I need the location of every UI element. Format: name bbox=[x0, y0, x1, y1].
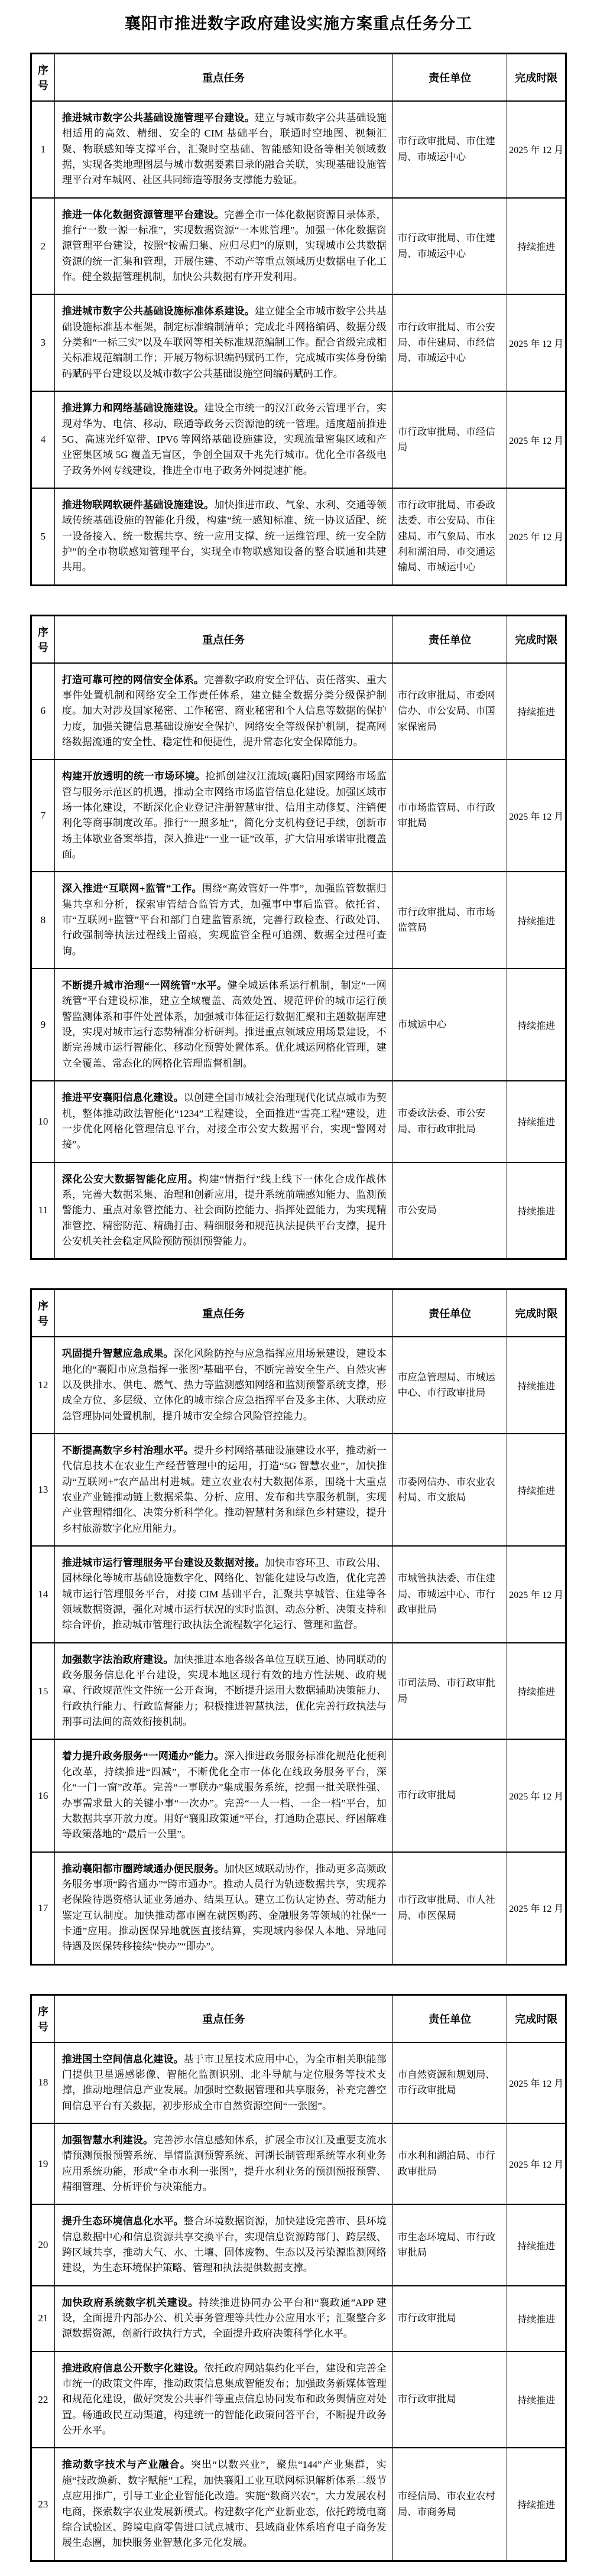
task-text: 推进政府信息公开数字化建设。依托政府网站集约化平台，建设和完善全市统一的政策文件库，推动政策信息集成智能发布；加强政务新媒体管理和规范化建设，做好突发公共事件等重点信息协同发布和政务舆情应对处置。畅通政民互动渠道，构建统一的智能化政策问答平台，不断提升政务公开水平。 bbox=[54, 2351, 392, 2448]
completion-deadline: 2025 年 12 月 bbox=[507, 2123, 566, 2204]
table-row bbox=[31, 1852, 566, 1965]
completion-deadline: 持续推进 bbox=[507, 198, 566, 295]
col-header-deadline: 完成时限 bbox=[507, 1994, 566, 2042]
task-text: 推进一体化数据资源管理平台建设。完善全市一体化数据资源目录体系，推行“一数一源一标准”，实现数据资源“一本账管理”。加强一体化数据资源管理平台建设，按照“按需归集、应归尽归”的原则，实现城市公共数据资源的统一汇集和管理，开展住建、不动产等重点领域历史数据电子化工作。健全数据管理机制，加快公共数据有序开发利用。 bbox=[54, 198, 392, 295]
task-table-4 bbox=[30, 1994, 567, 2562]
col-header-unit: 责任单位 bbox=[392, 1994, 507, 2042]
row-number: 4 bbox=[31, 391, 55, 488]
completion-deadline: 持续推进 bbox=[507, 2448, 566, 2561]
col-header-unit: 责任单位 bbox=[392, 1289, 507, 1337]
task-table-2 bbox=[30, 615, 567, 1261]
row-number: 23 bbox=[31, 2448, 55, 2561]
responsible-unit: 市自然资源和规划局、市行政审批局 bbox=[392, 2042, 507, 2123]
responsible-unit: 市行政审批局、市住建局、市城运中心 bbox=[392, 198, 507, 295]
table-row bbox=[31, 198, 566, 295]
task-text: 着力提升政务服务“一网通办”能力。深入推进政务服务标准化规范化便利化改革，持续推进“四减”，不断优化全市一体化在线政务服务平台，深化“一门一窗”改革。完善“一事联办”集成服务系统，挖掘一批关联性强、办事需求量大的关键小事“一次办”。完善“一人一档、一企一档”平台，加大数据共享开放力度。用好“襄阳政策通”平台，打通助企惠民、纾困解难等政策落地的“最后一公里”。 bbox=[54, 1739, 392, 1851]
completion-deadline: 2025 年 12 月 bbox=[507, 488, 566, 585]
col-header-index: 序号 bbox=[31, 1289, 55, 1337]
task-text: 加强数字法治政府建设。加快推进本地各级各单位互联互通、协同联动的政务服务信息化平台建设，实现本地区现行有效的地方性法规、政府规章、行政规范性文件统一公开查询，不断提升运用大数据辅助决策能力、行政执行能力、行政监督能力；积极推进智慧执法，优化完善行政执法与刑事司法间的高效衔接机制。 bbox=[54, 1643, 392, 1740]
row-number: 3 bbox=[31, 294, 55, 391]
col-header-task: 重点任务 bbox=[54, 615, 392, 663]
completion-deadline: 2025 年 12 月 bbox=[507, 759, 566, 872]
task-text: 提升生态环境信息化水平。整合环境数据资源，加快建设完善市、县环境信息数据中心和信息资源共享交换平台，实现信息资源跨部门、跨层级、跨区域共享，推动大气、水、土壤、固体废物、生态以及污染源监测网络建设，为生态环境保护策略、管理和执法提供数据支撑。 bbox=[54, 2204, 392, 2285]
responsible-unit: 市行政审批局 bbox=[392, 2351, 507, 2448]
completion-deadline: 2025 年 12 月 bbox=[507, 1546, 566, 1643]
table-row bbox=[31, 1162, 566, 1259]
completion-deadline: 持续推进 bbox=[507, 663, 566, 760]
table-row bbox=[31, 1739, 566, 1851]
completion-deadline: 2025 年 12 月 bbox=[507, 391, 566, 488]
responsible-unit: 市委网信办、市农业农村局、市文旅局 bbox=[392, 1434, 507, 1546]
col-header-unit: 责任单位 bbox=[392, 615, 507, 663]
completion-deadline: 2025 年 12 月 bbox=[507, 294, 566, 391]
responsible-unit: 市行政审批局 bbox=[392, 1739, 507, 1851]
task-text: 推进城市数字公共基础设施管理平台建设。建立与城市数字公共基础设施相适用的高效、精细、安全的 CIM 基础平台，联通时空地图、视频汇聚、物联感知等支撑平台，汇聚时空基础、智能感知设备等相关领域数据，实现各类地理图层与城市数据要素目录的融合关联，实现基础设施管理平台对车城网、社区共同缔造等服务支撑能力验证。 bbox=[54, 101, 392, 198]
row-number: 17 bbox=[31, 1852, 55, 1965]
table-row bbox=[31, 2286, 566, 2351]
responsible-unit: 市行政审批局、市人社局、市医保局 bbox=[392, 1852, 507, 1965]
col-header-task: 重点任务 bbox=[54, 1994, 392, 2042]
completion-deadline: 持续推进 bbox=[507, 872, 566, 969]
task-text: 深入推进“互联网+监管”工作。围绕“高效管好一件事”，加强监管数据归集共享和分析，探索审管结合监管方式，加强事中事后监管。依托省、市“互联网+监管”平台和部门自建监管系统，完善行政检查、行政处罚、行政强制等执法过程线上留痕，实现监管全程可追溯、数据全过程可查询。 bbox=[54, 872, 392, 969]
table-row bbox=[31, 2351, 566, 2448]
row-number: 18 bbox=[31, 2042, 55, 2123]
responsible-unit: 市行政审批局、市委网信办、市公安局、市国家保密局 bbox=[392, 663, 507, 760]
table-row bbox=[31, 969, 566, 1081]
completion-deadline: 持续推进 bbox=[507, 1434, 566, 1546]
table-row bbox=[31, 663, 566, 760]
row-number: 10 bbox=[31, 1081, 55, 1162]
header-row bbox=[31, 1289, 566, 1337]
row-number: 14 bbox=[31, 1546, 55, 1643]
table-row bbox=[31, 1643, 566, 1740]
completion-deadline: 2025 年 12 月 bbox=[507, 2042, 566, 2123]
table-row bbox=[31, 488, 566, 585]
row-number: 16 bbox=[31, 1739, 55, 1851]
responsible-unit: 市水利和湖泊局、市行政审批局 bbox=[392, 2123, 507, 2204]
responsible-unit: 市行政审批局、市住建局、市城运中心 bbox=[392, 101, 507, 198]
page-title: 襄阳市推进数字政府建设实施方案重点任务分工 bbox=[125, 15, 472, 33]
responsible-unit: 市委政法委、市公安局、市行政审批局 bbox=[392, 1081, 507, 1162]
completion-deadline: 持续推进 bbox=[507, 2286, 566, 2351]
table-row bbox=[31, 391, 566, 488]
table-row bbox=[31, 2448, 566, 2561]
col-header-index: 序号 bbox=[31, 615, 55, 663]
row-number: 13 bbox=[31, 1434, 55, 1546]
task-text: 加强智慧水利建设。完善涉水信息感知体系，扩展全市汉江及重要支流水情预测预报预警系统、旱情监测预警系统、河湖长制管理系统等水利业务应用系统功能，形成“全市水利一张图”，提升水利业务的预测预报预警、精细管理、分析评价与决策能力。 bbox=[54, 2123, 392, 2204]
completion-deadline: 持续推进 bbox=[507, 969, 566, 1081]
table-row bbox=[31, 1081, 566, 1162]
table-row bbox=[31, 1546, 566, 1643]
responsible-unit: 市行政审批局、市委政法委、市公安局、市住建局、市气象局、市水利和湖泊局、市交通运输局、市城运中心 bbox=[392, 488, 507, 585]
responsible-unit: 市公安局 bbox=[392, 1162, 507, 1259]
row-number: 5 bbox=[31, 488, 55, 585]
task-text: 加快政府系统数字机关建设。持续推进协同办公平台和“襄政通”APP 建设，全面提升内部办公、机关事务管理等共性办公应用水平；汇聚整合多源数据资源，创新行政执行方式，全面提升政府决策科学化水平。 bbox=[54, 2286, 392, 2351]
task-text: 推进城市运行管理服务平台建设及数据对接。加快市容环卫、市政公用、园林绿化等城市基础设施数字化、网络化、智能化建设与改造，优化完善城市运行管理服务平台，对接 CIM 基础平台，汇聚共享城管、住建等各领域数据资源，强化对城市运行状况的实时监测、动态分析、决策支持和综合评价，推动城市管理行政执法全流程数字化运行、管理和监督。 bbox=[54, 1546, 392, 1643]
row-number: 12 bbox=[31, 1337, 55, 1434]
col-header-deadline: 完成时限 bbox=[507, 54, 566, 102]
completion-deadline: 持续推进 bbox=[507, 2204, 566, 2285]
col-header-index: 序号 bbox=[31, 1994, 55, 2042]
task-text: 推进算力和网络基础设施建设。建设全市统一的汉江政务云管理平台，实现对华为、电信、移动、联通等政务云资源池的统一管理。适度超前推进 5G、高速光纤宽带、IPV6 等网络基础设施建设，实现流量密集区域和产业密集区域 5G 覆盖无盲区，争创全国双千兆先行城市。优化全市各级电子政务外网专线建设，推进全市电子政务外网提速扩能。 bbox=[54, 391, 392, 488]
col-header-task: 重点任务 bbox=[54, 1289, 392, 1337]
task-text: 不断提升城市治理“一网统管”水平。健全城运体系运行机制，制定“一网统管”平台建设标准，建立全域覆盖、高效处置、规范评价的城市运行预警监测体系和事件处置体系，加强城市体征运行数据汇聚和主题数据库建设，实现对城市运行态势精准分析研判。推进重点领域应用场景建设，不断完善城市运行智能化、移动化预警处置体系。优化城运网格化管理，建立全覆盖、常态化的网格化管理监督机制。 bbox=[54, 969, 392, 1081]
table-row bbox=[31, 101, 566, 198]
row-number: 20 bbox=[31, 2204, 55, 2285]
table-row bbox=[31, 1337, 566, 1434]
completion-deadline: 持续推进 bbox=[507, 1337, 566, 1434]
completion-deadline: 持续推进 bbox=[507, 1081, 566, 1162]
task-text: 构建开放透明的统一市场环境。抢抓创建汉江流域(襄阳)国家网络市场监管与服务示范区的机遇，推动全市网络市场监管信息化建设。加强区域市场一体化建设，不断深化企业登记注册智慧审批、信用主动修复、注销便利化等商事制度改革。推行“一照多址”，简化分支机构登记手续，创新市场主体歇业备案举措，深入推进“一业一证”改革，扩大信用承诺审批覆盖面。 bbox=[54, 759, 392, 872]
responsible-unit: 市生态环境局、市行政审批局 bbox=[392, 2204, 507, 2285]
responsible-unit: 市应急管理局、市城运中心、市行政审批局 bbox=[392, 1337, 507, 1434]
header-row bbox=[31, 615, 566, 663]
col-header-task: 重点任务 bbox=[54, 54, 392, 102]
col-header-deadline: 完成时限 bbox=[507, 615, 566, 663]
completion-deadline: 持续推进 bbox=[507, 2351, 566, 2448]
responsible-unit: 市司法局、市行政审批局 bbox=[392, 1643, 507, 1740]
col-header-unit: 责任单位 bbox=[392, 54, 507, 102]
row-number: 19 bbox=[31, 2123, 55, 2204]
completion-deadline: 2025 年 12 月 bbox=[507, 1852, 566, 1965]
table-row bbox=[31, 872, 566, 969]
responsible-unit: 市行政审批局、市市场监管局 bbox=[392, 872, 507, 969]
responsible-unit: 市城运中心 bbox=[392, 969, 507, 1081]
task-text: 推进国土空间信息化建设。基于市卫星技术应用中心，为全市相关职能部门提供卫星遥感影像、智能化监测识别、北斗导航与定位服务等技术支撑，推动地理信息产业发展。加强时空数据管理和共享服务，补充完善空间信息平台有关数据，初步形成全市自然资源空间“一张图”。 bbox=[54, 2042, 392, 2123]
responsible-unit: 市行政审批局、市经信局 bbox=[392, 391, 507, 488]
responsible-unit: 市行政审批局 bbox=[392, 2286, 507, 2351]
task-text: 不断提高数字乡村治理水平。提升乡村网络基础设施建设水平，推动新一代信息技术在农业生产经营管理中的运用，打造“5G 智慧农业”，加快推动“互联网+”农产品出村进城。建立农业农村大数据体系，围绕十大重点农业产业链推动链上数据采集、分析、应用、发布和共享服务机制，实现产业管理精细化、决策分析科学化。推动智慧村务和绿色乡村建设，提升乡村旅游数字化应用能力。 bbox=[54, 1434, 392, 1546]
row-number: 1 bbox=[31, 101, 55, 198]
row-number: 15 bbox=[31, 1643, 55, 1740]
table-row bbox=[31, 294, 566, 391]
table-row bbox=[31, 759, 566, 872]
header-row bbox=[31, 54, 566, 102]
task-table-1 bbox=[30, 53, 567, 586]
responsible-unit: 市城管执法委、市住建局、市城运中心、市行政审批局 bbox=[392, 1546, 507, 1643]
completion-deadline: 持续推进 bbox=[507, 1643, 566, 1740]
tables-container bbox=[0, 53, 597, 2562]
responsible-unit: 市市场监管局、市行政审批局 bbox=[392, 759, 507, 872]
row-number: 22 bbox=[31, 2351, 55, 2448]
row-number: 11 bbox=[31, 1162, 55, 1259]
completion-deadline: 2025 年 12 月 bbox=[507, 1739, 566, 1851]
col-header-deadline: 完成时限 bbox=[507, 1289, 566, 1337]
task-text: 推进平安襄阳信息化建设。以创建全国市域社会治理现代化试点城市为契机，整体推动政法智能化“1234”工程建设，全面推进“雪亮工程”建设，进一步优化网格化管理信息平台，对接全市公安大数据平台，实现“警网对接”。 bbox=[54, 1081, 392, 1162]
table-row bbox=[31, 2123, 566, 2204]
task-text: 推动襄阳都市圈跨域通办便民服务。加快区域联动协作，推动更多高频政务服务事项“跨省通办”“跨市通办”。推动人员行为轨迹数据共享，实现养老保险待遇资格认证业务通办、结果互认。建立工伤认定协查、劳动能力鉴定互认制度。加快推动都市圈在就医购药、金融服务等领域的社保“一卡通”应用。推动医保异地就医直接结算，实现域内参保人本地、异地同待遇及医保转移接续“快办”“即办”。 bbox=[54, 1852, 392, 1965]
task-text: 推进城市数字公共基础设施标准体系建设。建立健全全市城市数字公共基础设施标准基本框架，制定标准编制清单；完成北斗网格编码、数据分级分类和“一标三实”以及车联网等相关标准规范编制工作。配合省级完成相关标准规范编制工作；开展万物标识编码赋码工作，完成城市实体身份编码赋码平台建设以及城市数字公共基础设施空间编码赋码工作。 bbox=[54, 294, 392, 391]
task-text: 打造可靠可控的网信安全体系。完善数字政府安全评估、责任落实、重大事件处置机制和网络安全工作责任体系，建立健全数据分类分级保护制度。加大对涉及国家秘密、工作秘密、商业秘密和个人信息等数据的保护力度，加强关键信息基础设施安全保护、网络安全等级保护机制，提高网络数据流通的安全性、稳定性和便捷性，提升常态化安全保障能力。 bbox=[54, 663, 392, 760]
responsible-unit: 市行政审批局、市公安局、市住建局、市经信局、市城运中心 bbox=[392, 294, 507, 391]
row-number: 9 bbox=[31, 969, 55, 1081]
header-row bbox=[31, 1994, 566, 2042]
row-number: 21 bbox=[31, 2286, 55, 2351]
table-row bbox=[31, 2042, 566, 2123]
task-text: 推动数字技术与产业融合。突出“以数兴业”，聚焦“144”产业集群，实施“技改焕新、数字赋能”工程，加快襄阳工业互联网标识解析体系二级节点应用推广，引导工业企业智能化改造。实施“数商兴农”，大力发展农村电商，探索数字农业发展新模式。构建数字化产业新业态，依托跨境电商综合试验区、跨境电商零售进口试点城市、县域商业体系培育电子商务发展生态圈，加快服务业智慧化多元化发展。 bbox=[54, 2448, 392, 2561]
row-number: 6 bbox=[31, 663, 55, 760]
completion-deadline: 持续推进 bbox=[507, 1162, 566, 1259]
row-number: 7 bbox=[31, 759, 55, 872]
col-header-index: 序号 bbox=[31, 54, 55, 102]
task-text: 深化公安大数据智能化应用。构建“情指行”线上线下一体化合成作战体系，完善大数据采集、治理和创新应用，提升系统前端感知能力、监测预警能力、重点对象管控能力、社会面防控能力、指挥处置能力，为实现精准管控、精密防范、精确打击、精细服务和规范执法提供平台支撑，提升公安机关社会稳定风险预防预测预警能力。 bbox=[54, 1162, 392, 1259]
task-text: 巩固提升智慧应急成果。深化风险防控与应急指挥应用场景建设，建设本地化的“襄阳市应急指挥一张图”基础平台，不断完善安全生产、自然灾害以及供排水、供电、燃气、热力等监测感知网络和监测预警系统支撑，形成全方位、多层级、立体化的城市综合应急指挥平台及多主体、大联动应急管理协同处置机制，提升城市安全综合风险管控能力。 bbox=[54, 1337, 392, 1434]
completion-deadline: 2025 年 12 月 bbox=[507, 101, 566, 198]
row-number: 8 bbox=[31, 872, 55, 969]
responsible-unit: 市经信局、市农业农村局、市商务局 bbox=[392, 2448, 507, 2561]
task-text: 推进物联网软硬件基础设施建设。加快推进市政、气象、水利、交通等领域传统基础设施的智能化升级，构建“统一感知标准、统一协议适配、统一设备接入、统一数据共享、统一应用支撑、统一运维管理、统一安全防护”的全市物联感知管理平台，实现全市物联感知设备的整合联通和共建共用。 bbox=[54, 488, 392, 585]
table-row bbox=[31, 2204, 566, 2285]
task-table-3 bbox=[30, 1288, 567, 1965]
row-number: 2 bbox=[31, 198, 55, 295]
table-row bbox=[31, 1434, 566, 1546]
